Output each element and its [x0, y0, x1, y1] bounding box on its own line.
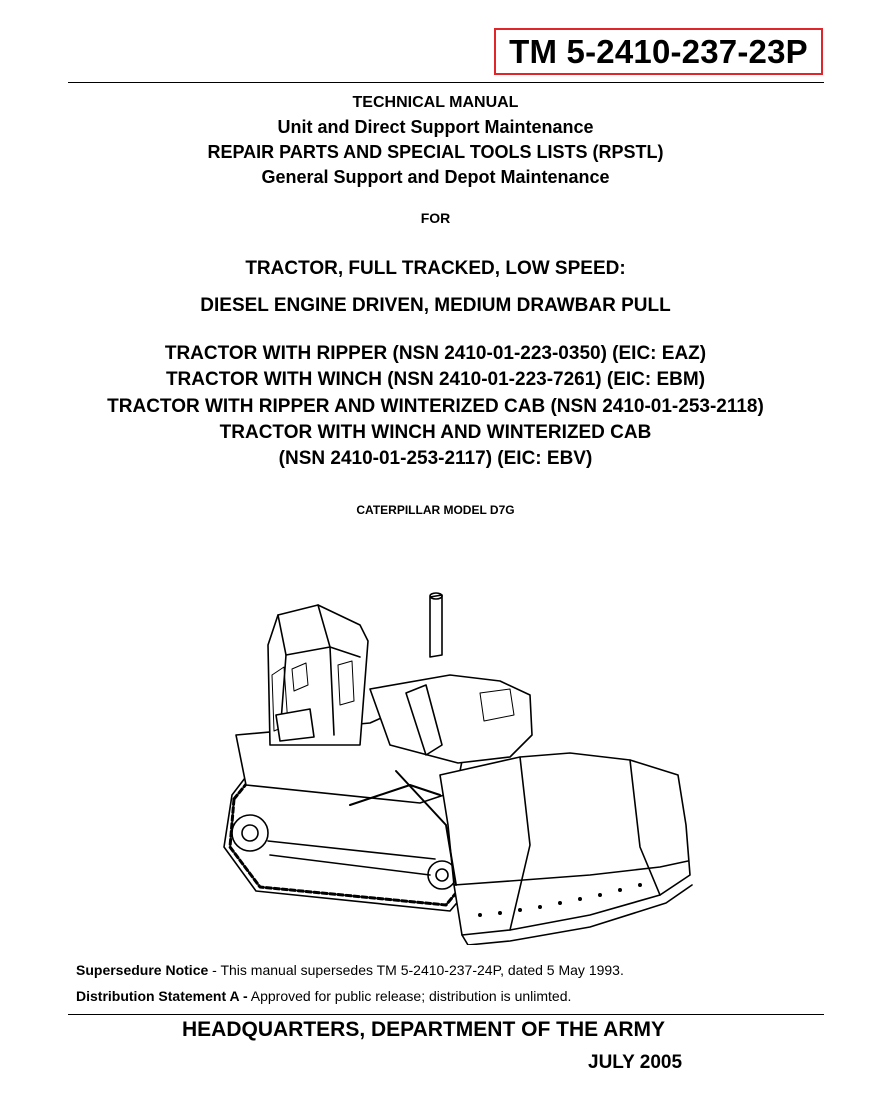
- supersedure-text: - This manual supersedes TM 5-2410-237-24P, dated 5 May 1993.: [208, 962, 624, 978]
- model-line: TRACTOR WITH WINCH (NSN 2410-01-223-7261) (EIC: EBM): [165, 369, 706, 390]
- tm-number-box: [494, 28, 823, 75]
- heading-maintenance-level: Unit and Direct Support Maintenance: [277, 117, 594, 137]
- distribution-text: Approved for public release; distribution is unlimted.: [247, 988, 572, 1004]
- model-line: TRACTOR WITH WINCH AND WINTERIZED CAB: [219, 422, 652, 443]
- heading-technical-manual: TECHNICAL MANUAL: [352, 94, 519, 111]
- model-line: TRACTOR WITH RIPPER AND WINTERIZED CAB (NSN 2410-01-253-2118): [107, 396, 764, 417]
- heading-rpstl: REPAIR PARTS AND SPECIAL TOOLS LISTS (RPSTL): [207, 142, 664, 162]
- bulldozer-illustration: [210, 585, 700, 945]
- model-name: CATERPILLAR MODEL D7G: [356, 503, 515, 517]
- model-line: (NSN 2410-01-253-2117) (EIC: EBV): [278, 448, 593, 469]
- subject-line-2: DIESEL ENGINE DRIVEN, MEDIUM DRAWBAR PULL: [200, 295, 671, 316]
- subject-line-1: TRACTOR, FULL TRACKED, LOW SPEED:: [245, 258, 626, 279]
- bottom-rule: [68, 1014, 824, 1015]
- model-line: TRACTOR WITH RIPPER (NSN 2410-01-223-0350) (EIC: EAZ): [164, 343, 707, 364]
- headquarters-line: HEADQUARTERS, DEPARTMENT OF THE ARMY: [182, 1018, 665, 1041]
- heading-for: FOR: [420, 210, 451, 226]
- top-rule: [68, 82, 824, 83]
- supersedure-notice: [76, 962, 624, 978]
- distribution-statement: [76, 988, 571, 1004]
- supersedure-label: Supersedure Notice: [76, 962, 209, 978]
- heading-general-support: General Support and Depot Maintenance: [261, 167, 610, 187]
- tm-number: TM 5-2410-237-23P: [509, 33, 808, 70]
- publication-date: JULY 2005: [588, 1052, 683, 1073]
- distribution-label: Distribution Statement A -: [76, 988, 248, 1004]
